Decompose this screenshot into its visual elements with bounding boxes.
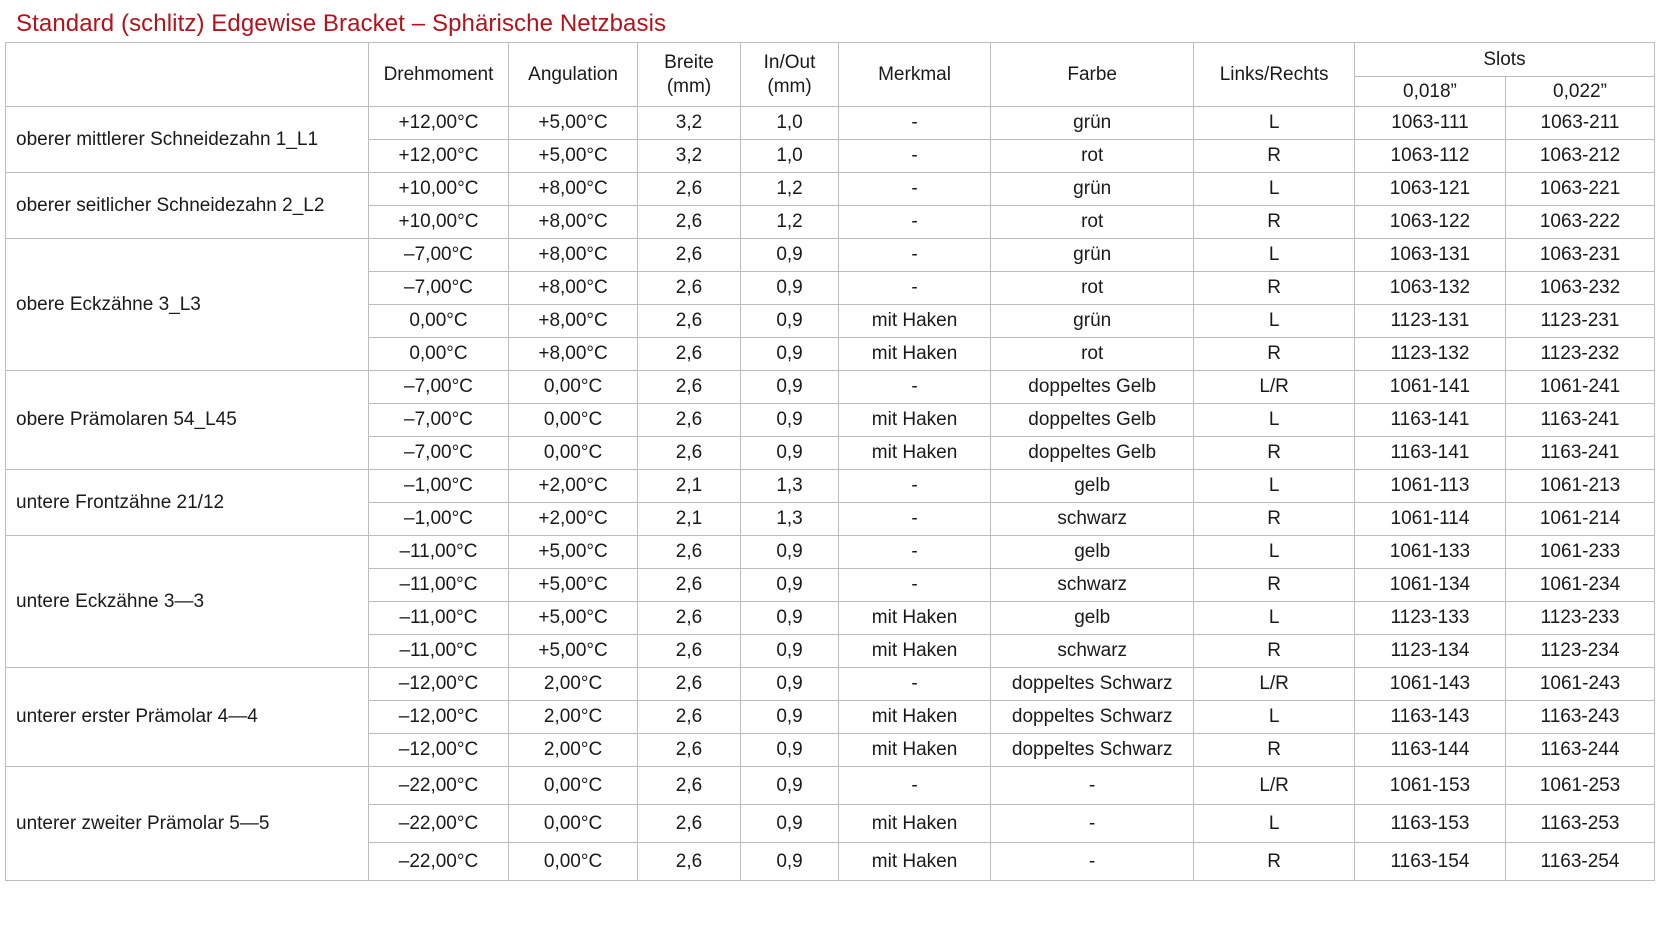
cell-drehmoment: +12,00°C [368, 107, 508, 140]
cell-drehmoment: –7,00°C [368, 437, 508, 470]
cell-merkmal: - [838, 140, 990, 173]
cell-links-rechts: L/R [1194, 767, 1355, 805]
cell-in-out: 0,9 [741, 371, 839, 404]
cell-merkmal: - [838, 206, 990, 239]
cell-merkmal: - [838, 272, 990, 305]
cell-angulation: 0,00°C [509, 843, 638, 881]
cell-farbe: grün [991, 107, 1194, 140]
cell-angulation: +8,00°C [509, 272, 638, 305]
cell-slot-022: 1063-231 [1505, 239, 1654, 272]
cell-merkmal: mit Haken [838, 734, 990, 767]
cell-slot-018: 1163-141 [1354, 404, 1505, 437]
cell-breite: 2,6 [637, 272, 740, 305]
cell-in-out: 0,9 [741, 805, 839, 843]
cell-links-rechts: L [1194, 470, 1355, 503]
cell-angulation: 2,00°C [509, 701, 638, 734]
cell-breite: 2,6 [637, 239, 740, 272]
cell-angulation: +5,00°C [509, 140, 638, 173]
bracket-table [5, 42, 1655, 881]
cell-in-out: 0,9 [741, 734, 839, 767]
cell-merkmal: mit Haken [838, 437, 990, 470]
cell-in-out: 0,9 [741, 767, 839, 805]
cell-slot-018: 1163-141 [1354, 437, 1505, 470]
cell-slot-018: 1063-122 [1354, 206, 1505, 239]
cell-merkmal: mit Haken [838, 805, 990, 843]
cell-farbe: rot [991, 338, 1194, 371]
cell-drehmoment: –7,00°C [368, 404, 508, 437]
cell-slot-022: 1163-241 [1505, 404, 1654, 437]
cell-breite: 2,6 [637, 602, 740, 635]
cell-links-rechts: R [1194, 272, 1355, 305]
header-angulation: Angulation [509, 43, 638, 107]
header-slot-022: 0,022” [1505, 77, 1654, 107]
cell-angulation: +5,00°C [509, 602, 638, 635]
cell-in-out: 0,9 [741, 305, 839, 338]
table-row [6, 371, 1655, 404]
cell-links-rechts: L [1194, 173, 1355, 206]
cell-angulation: +5,00°C [509, 635, 638, 668]
cell-farbe: grün [991, 173, 1194, 206]
cell-in-out: 1,0 [741, 140, 839, 173]
cell-slot-022: 1061-214 [1505, 503, 1654, 536]
cell-angulation: +8,00°C [509, 206, 638, 239]
cell-slot-022: 1163-253 [1505, 805, 1654, 843]
cell-in-out: 0,9 [741, 602, 839, 635]
header-row [6, 43, 1655, 77]
cell-farbe: rot [991, 140, 1194, 173]
cell-angulation: 0,00°C [509, 371, 638, 404]
cell-angulation: +8,00°C [509, 173, 638, 206]
cell-links-rechts: L [1194, 305, 1355, 338]
cell-drehmoment: –22,00°C [368, 767, 508, 805]
tooth-group-label: oberer mittlerer Schneidezahn 1_L1 [6, 107, 369, 173]
cell-angulation: 0,00°C [509, 404, 638, 437]
cell-angulation: 0,00°C [509, 437, 638, 470]
cell-slot-022: 1063-212 [1505, 140, 1654, 173]
header-slot-018: 0,018” [1354, 77, 1505, 107]
cell-angulation: +5,00°C [509, 536, 638, 569]
cell-slot-022: 1123-233 [1505, 602, 1654, 635]
cell-slot-018: 1063-131 [1354, 239, 1505, 272]
cell-farbe: - [991, 843, 1194, 881]
cell-slot-022: 1063-222 [1505, 206, 1654, 239]
cell-angulation: +5,00°C [509, 107, 638, 140]
cell-merkmal: - [838, 239, 990, 272]
cell-angulation: +2,00°C [509, 503, 638, 536]
cell-slot-022: 1061-234 [1505, 569, 1654, 602]
cell-slot-022: 1123-231 [1505, 305, 1654, 338]
cell-in-out: 1,2 [741, 206, 839, 239]
header-farbe: Farbe [991, 43, 1194, 107]
cell-farbe: grün [991, 239, 1194, 272]
cell-merkmal: - [838, 371, 990, 404]
header-breite-label: Breite [664, 51, 714, 73]
table-row [6, 239, 1655, 272]
table-body [6, 107, 1655, 881]
tooth-group-label: obere Prämolaren 54_L45 [6, 371, 369, 470]
cell-farbe: doppeltes Schwarz [991, 734, 1194, 767]
cell-breite: 2,6 [637, 437, 740, 470]
cell-merkmal: - [838, 569, 990, 602]
cell-merkmal: - [838, 470, 990, 503]
cell-angulation: +8,00°C [509, 305, 638, 338]
cell-slot-018: 1061-143 [1354, 668, 1505, 701]
cell-farbe: schwarz [991, 503, 1194, 536]
cell-drehmoment: –11,00°C [368, 635, 508, 668]
cell-farbe: schwarz [991, 635, 1194, 668]
cell-drehmoment: 0,00°C [368, 305, 508, 338]
cell-drehmoment: –12,00°C [368, 734, 508, 767]
cell-drehmoment: –11,00°C [368, 536, 508, 569]
cell-drehmoment: –7,00°C [368, 371, 508, 404]
cell-links-rechts: R [1194, 206, 1355, 239]
cell-farbe: doppeltes Schwarz [991, 668, 1194, 701]
cell-angulation: 2,00°C [509, 668, 638, 701]
cell-farbe: doppeltes Gelb [991, 371, 1194, 404]
cell-angulation: +2,00°C [509, 470, 638, 503]
cell-farbe: doppeltes Gelb [991, 437, 1194, 470]
cell-slot-018: 1061-141 [1354, 371, 1505, 404]
cell-slot-018: 1063-111 [1354, 107, 1505, 140]
cell-farbe: - [991, 767, 1194, 805]
cell-slot-018: 1061-133 [1354, 536, 1505, 569]
cell-slot-018: 1123-131 [1354, 305, 1505, 338]
cell-slot-018: 1061-114 [1354, 503, 1505, 536]
cell-merkmal: mit Haken [838, 701, 990, 734]
cell-drehmoment: –11,00°C [368, 569, 508, 602]
cell-links-rechts: L [1194, 107, 1355, 140]
cell-in-out: 1,2 [741, 173, 839, 206]
cell-links-rechts: L/R [1194, 668, 1355, 701]
cell-merkmal: - [838, 173, 990, 206]
header-breite [637, 43, 740, 107]
cell-links-rechts: L [1194, 536, 1355, 569]
table-row [6, 470, 1655, 503]
cell-merkmal: - [838, 536, 990, 569]
cell-links-rechts: L [1194, 239, 1355, 272]
cell-merkmal: mit Haken [838, 843, 990, 881]
cell-drehmoment: –11,00°C [368, 602, 508, 635]
cell-drehmoment: –7,00°C [368, 239, 508, 272]
cell-farbe: gelb [991, 470, 1194, 503]
cell-slot-022: 1063-221 [1505, 173, 1654, 206]
cell-slot-022: 1063-211 [1505, 107, 1654, 140]
cell-breite: 2,6 [637, 805, 740, 843]
page-title: Standard (schlitz) Edgewise Bracket – Sphärische Netzbasis [16, 10, 667, 37]
cell-in-out: 0,9 [741, 338, 839, 371]
cell-angulation: 0,00°C [509, 805, 638, 843]
cell-links-rechts: R [1194, 569, 1355, 602]
cell-in-out: 0,9 [741, 272, 839, 305]
cell-slot-018: 1123-134 [1354, 635, 1505, 668]
cell-farbe: schwarz [991, 569, 1194, 602]
cell-slot-022: 1061-213 [1505, 470, 1654, 503]
cell-in-out: 0,9 [741, 843, 839, 881]
cell-merkmal: - [838, 767, 990, 805]
cell-in-out: 0,9 [741, 569, 839, 602]
cell-slot-022: 1061-241 [1505, 371, 1654, 404]
cell-merkmal: mit Haken [838, 305, 990, 338]
table-row [6, 767, 1655, 805]
cell-links-rechts: R [1194, 338, 1355, 371]
cell-slot-018: 1063-132 [1354, 272, 1505, 305]
tooth-group-label: unterer zweiter Prämolar 5—5 [6, 767, 369, 881]
cell-breite: 2,6 [637, 404, 740, 437]
cell-merkmal: mit Haken [838, 404, 990, 437]
cell-in-out: 0,9 [741, 701, 839, 734]
cell-breite: 2,6 [637, 734, 740, 767]
cell-breite: 2,6 [637, 536, 740, 569]
header-breite-unit: (mm) [666, 75, 712, 97]
cell-angulation: +8,00°C [509, 239, 638, 272]
cell-in-out: 0,9 [741, 536, 839, 569]
header-inout [741, 43, 839, 107]
cell-in-out: 0,9 [741, 404, 839, 437]
cell-links-rechts: R [1194, 734, 1355, 767]
cell-drehmoment: –22,00°C [368, 843, 508, 881]
cell-angulation: 0,00°C [509, 767, 638, 805]
cell-angulation: +5,00°C [509, 569, 638, 602]
cell-breite: 3,2 [637, 140, 740, 173]
cell-drehmoment: –12,00°C [368, 701, 508, 734]
cell-breite: 2,6 [637, 569, 740, 602]
cell-angulation: 2,00°C [509, 734, 638, 767]
cell-breite: 2,6 [637, 635, 740, 668]
cell-in-out: 0,9 [741, 437, 839, 470]
cell-slot-022: 1123-234 [1505, 635, 1654, 668]
tooth-group-label: untere Frontzähne 21/12 [6, 470, 369, 536]
cell-breite: 2,6 [637, 843, 740, 881]
cell-links-rechts: R [1194, 843, 1355, 881]
header-drehmoment: Drehmoment [368, 43, 508, 107]
header-links-rechts: Links/Rechts [1194, 43, 1355, 107]
cell-drehmoment: –12,00°C [368, 668, 508, 701]
cell-merkmal: - [838, 503, 990, 536]
cell-farbe: - [991, 805, 1194, 843]
cell-farbe: rot [991, 272, 1194, 305]
tooth-group-label: unterer erster Prämolar 4—4 [6, 668, 369, 767]
cell-breite: 2,6 [637, 305, 740, 338]
cell-slot-018: 1163-144 [1354, 734, 1505, 767]
cell-farbe: gelb [991, 536, 1194, 569]
cell-breite: 3,2 [637, 107, 740, 140]
cell-farbe: doppeltes Gelb [991, 404, 1194, 437]
cell-merkmal: mit Haken [838, 338, 990, 371]
cell-farbe: gelb [991, 602, 1194, 635]
cell-slot-018: 1063-112 [1354, 140, 1505, 173]
cell-slot-022: 1163-243 [1505, 701, 1654, 734]
cell-breite: 2,6 [637, 668, 740, 701]
cell-merkmal: mit Haken [838, 635, 990, 668]
cell-farbe: grün [991, 305, 1194, 338]
cell-links-rechts: R [1194, 503, 1355, 536]
header-inout-label: In/Out [763, 51, 816, 73]
cell-links-rechts: L [1194, 805, 1355, 843]
cell-angulation: +8,00°C [509, 338, 638, 371]
cell-slot-018: 1061-134 [1354, 569, 1505, 602]
cell-links-rechts: R [1194, 140, 1355, 173]
cell-links-rechts: L [1194, 602, 1355, 635]
header-slots: Slots [1354, 43, 1654, 77]
cell-breite: 2,6 [637, 206, 740, 239]
cell-slot-022: 1123-232 [1505, 338, 1654, 371]
cell-farbe: doppeltes Schwarz [991, 701, 1194, 734]
cell-drehmoment: –1,00°C [368, 503, 508, 536]
cell-slot-018: 1163-143 [1354, 701, 1505, 734]
table-row [6, 668, 1655, 701]
cell-drehmoment: +10,00°C [368, 173, 508, 206]
cell-drehmoment: 0,00°C [368, 338, 508, 371]
cell-slot-022: 1063-232 [1505, 272, 1654, 305]
cell-merkmal: mit Haken [838, 602, 990, 635]
cell-slot-018: 1163-153 [1354, 805, 1505, 843]
cell-breite: 2,6 [637, 173, 740, 206]
cell-slot-018: 1061-153 [1354, 767, 1505, 805]
cell-breite: 2,6 [637, 371, 740, 404]
cell-farbe: rot [991, 206, 1194, 239]
cell-slot-022: 1163-241 [1505, 437, 1654, 470]
cell-in-out: 1,3 [741, 470, 839, 503]
table-row [6, 173, 1655, 206]
cell-slot-018: 1163-154 [1354, 843, 1505, 881]
cell-drehmoment: –22,00°C [368, 805, 508, 843]
cell-in-out: 0,9 [741, 635, 839, 668]
cell-links-rechts: R [1194, 635, 1355, 668]
table-row [6, 536, 1655, 569]
header-empty [6, 43, 369, 107]
cell-in-out: 1,3 [741, 503, 839, 536]
tooth-group-label: obere Eckzähne 3_L3 [6, 239, 369, 371]
cell-drehmoment: –7,00°C [368, 272, 508, 305]
cell-drehmoment: +10,00°C [368, 206, 508, 239]
cell-slot-022: 1061-243 [1505, 668, 1654, 701]
cell-slot-022: 1163-254 [1505, 843, 1654, 881]
cell-breite: 2,1 [637, 470, 740, 503]
cell-breite: 2,6 [637, 767, 740, 805]
cell-slot-018: 1123-133 [1354, 602, 1505, 635]
cell-slot-022: 1061-233 [1505, 536, 1654, 569]
cell-slot-022: 1061-253 [1505, 767, 1654, 805]
cell-merkmal: - [838, 107, 990, 140]
cell-slot-018: 1123-132 [1354, 338, 1505, 371]
cell-drehmoment: –1,00°C [368, 470, 508, 503]
header-merkmal: Merkmal [838, 43, 990, 107]
header-inout-unit: (mm) [767, 75, 812, 97]
cell-drehmoment: +12,00°C [368, 140, 508, 173]
cell-slot-022: 1163-244 [1505, 734, 1654, 767]
cell-merkmal: - [838, 668, 990, 701]
cell-slot-018: 1063-121 [1354, 173, 1505, 206]
cell-links-rechts: L/R [1194, 371, 1355, 404]
table-row [6, 107, 1655, 140]
cell-links-rechts: L [1194, 701, 1355, 734]
cell-slot-018: 1061-113 [1354, 470, 1505, 503]
tooth-group-label: untere Eckzähne 3—3 [6, 536, 369, 668]
cell-breite: 2,1 [637, 503, 740, 536]
cell-links-rechts: R [1194, 437, 1355, 470]
cell-breite: 2,6 [637, 701, 740, 734]
tooth-group-label: oberer seitlicher Schneidezahn 2_L2 [6, 173, 369, 239]
cell-links-rechts: L [1194, 404, 1355, 437]
cell-in-out: 1,0 [741, 107, 839, 140]
cell-in-out: 0,9 [741, 239, 839, 272]
cell-in-out: 0,9 [741, 668, 839, 701]
cell-breite: 2,6 [637, 338, 740, 371]
